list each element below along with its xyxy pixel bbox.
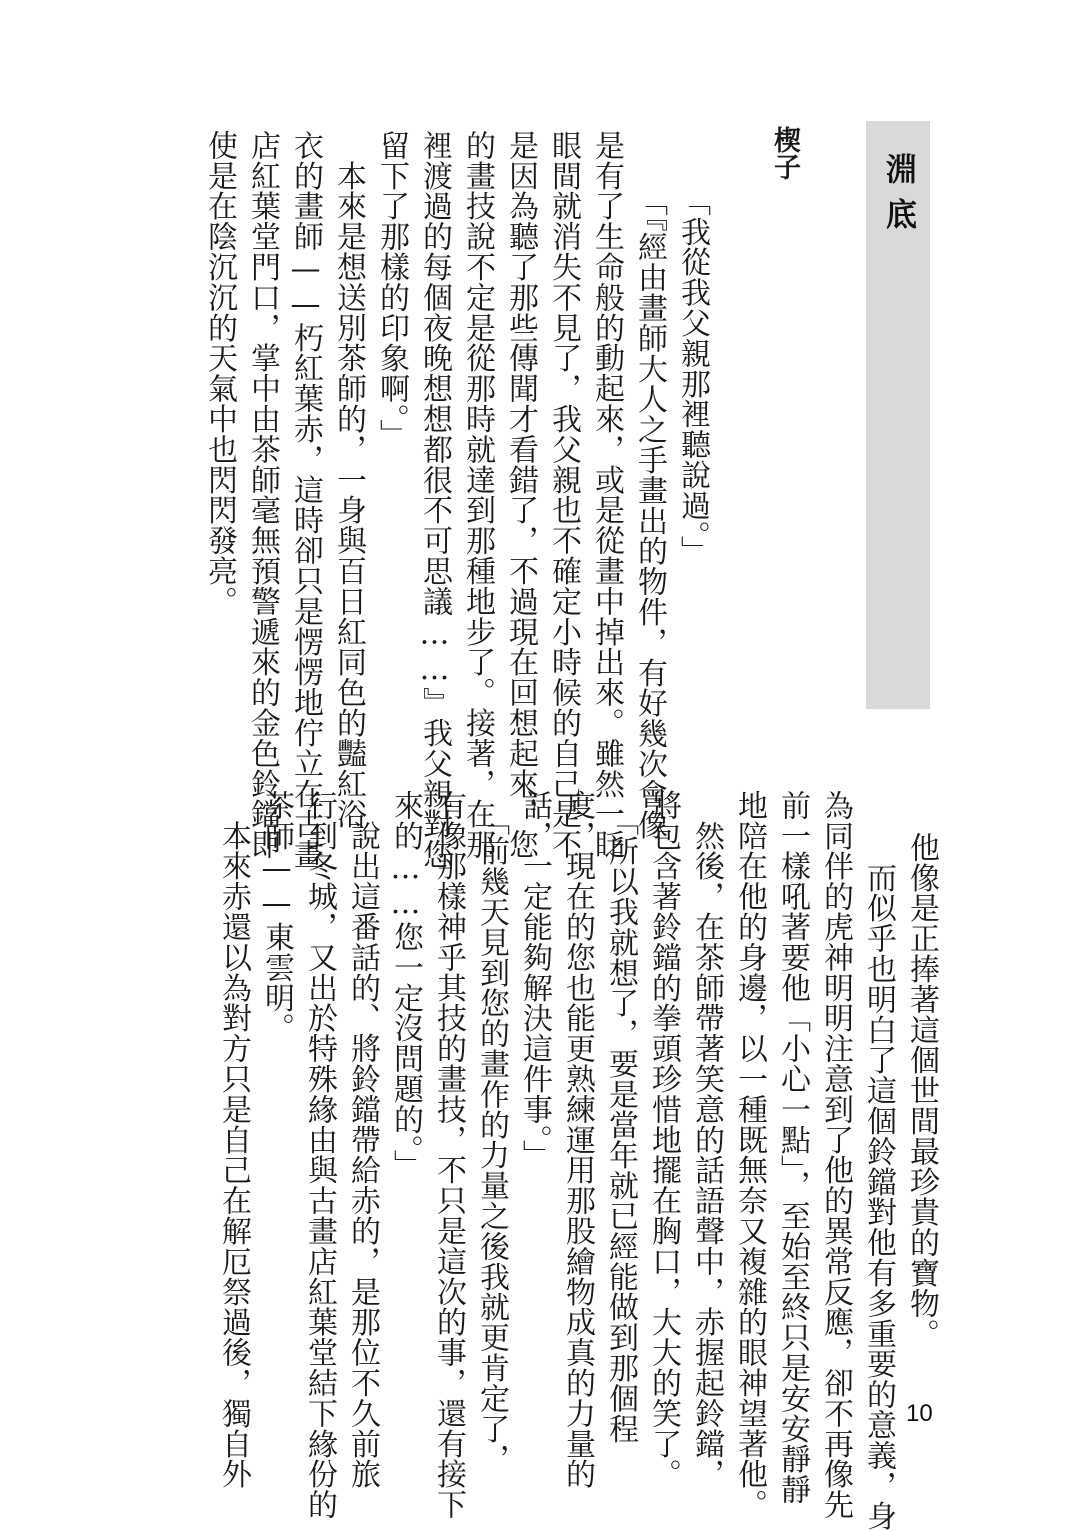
top-line: 使是在陰沉沉的天氣中也閃閃發亮。 xyxy=(202,130,237,617)
bottom-line: 來的……您一定沒問題的。」 xyxy=(388,790,423,1181)
top-line: 裡渡過的每個夜晚想想都很不可思議……』我父親對您 xyxy=(417,130,452,870)
top-line: 衣的畫師——朽紅葉赤，這時卻只是愣愣地佇立在古畫 xyxy=(288,130,323,870)
bottom-line: 話，一定能夠解決這件事。」 xyxy=(517,790,552,1171)
top-line: 是因為聽了那些傳聞才看錯了，不過現在回想起來，您 xyxy=(503,130,538,860)
top-line: 店紅葉堂門口，掌中由茶師毫無預警遞來的金色鈴鐺即 xyxy=(245,130,280,860)
bottom-line: 然後，在茶師帶著笑意的話語聲中，赤握起鈴鐺， xyxy=(689,790,724,1490)
bottom-line: 本來赤還以為對方只是自己在解厄祭過後，獨自外 xyxy=(216,790,251,1490)
bottom-line: 「前幾天見到您的畫作的力量之後我就更肯定了， xyxy=(474,790,509,1475)
bottom-line: 茶師——東雲明。 xyxy=(259,790,294,1044)
top-line: 的畫技說不定是從那時就達到那種地步了。接著，在那 xyxy=(460,130,495,860)
bottom-line: 「所以我就想了，要是當年就已經能做到那個程 xyxy=(603,790,638,1444)
bottom-line: 而似乎也明白了這個鈴鐺對他有多重要的意義，身 xyxy=(861,832,896,1531)
bottom-line: 說出這番話的、將鈴鐺帶給赤的，是那位不久前旅 xyxy=(345,790,380,1490)
bottom-line: 度，現在的您也能更熟練運用那股繪物成真的力量的 xyxy=(560,790,595,1490)
bottom-line: 地陪在他的身邊，以一種既無奈又複雜的眼神望著他。 xyxy=(732,790,767,1520)
page-number: 10 xyxy=(906,1400,933,1427)
bottom-line: 行到冬城，又出於特殊緣由與古畫店紅葉堂結下緣份的 xyxy=(302,790,337,1520)
top-line: 是有了生命般的動起來，或是從畫中掉出來。雖然一眨 xyxy=(589,130,624,860)
top-line: 「『經由畫師大人之手畫出的物件，有好幾次會像 xyxy=(632,186,667,840)
top-line: 留下了那樣的印象啊。」 xyxy=(374,130,409,450)
bottom-line: 有像那樣神乎其技的畫技，不只是這次的事，還有接下 xyxy=(431,790,466,1520)
bottom-line: 為同伴的虎神明明注意到了他的異常反應，卻不再像先 xyxy=(818,790,853,1520)
bottom-line: 前一樣吼著要他「小心一點」，至始至終只是安安靜靜 xyxy=(775,790,810,1505)
top-line: 本來是想送別茶師的，一身與百日紅同色的豔紅浴 xyxy=(331,130,366,830)
bottom-line: 將包含著鈴鐺的拳頭珍惜地擺在胸口，大大的笑了。 xyxy=(646,790,681,1490)
bottom-line: 他像是正捧著這個世間最珍貴的寶物。 xyxy=(904,832,939,1349)
top-line: 眼間就消失不見了，我父親也不確定小時候的自己是不 xyxy=(546,130,581,860)
chapter-title-box xyxy=(866,121,930,709)
chapter-title: 淵底 xyxy=(880,153,916,243)
top-line: 「我從我父親那裡聽說過。」 xyxy=(675,186,710,567)
section-heading: 楔子 xyxy=(769,126,800,180)
